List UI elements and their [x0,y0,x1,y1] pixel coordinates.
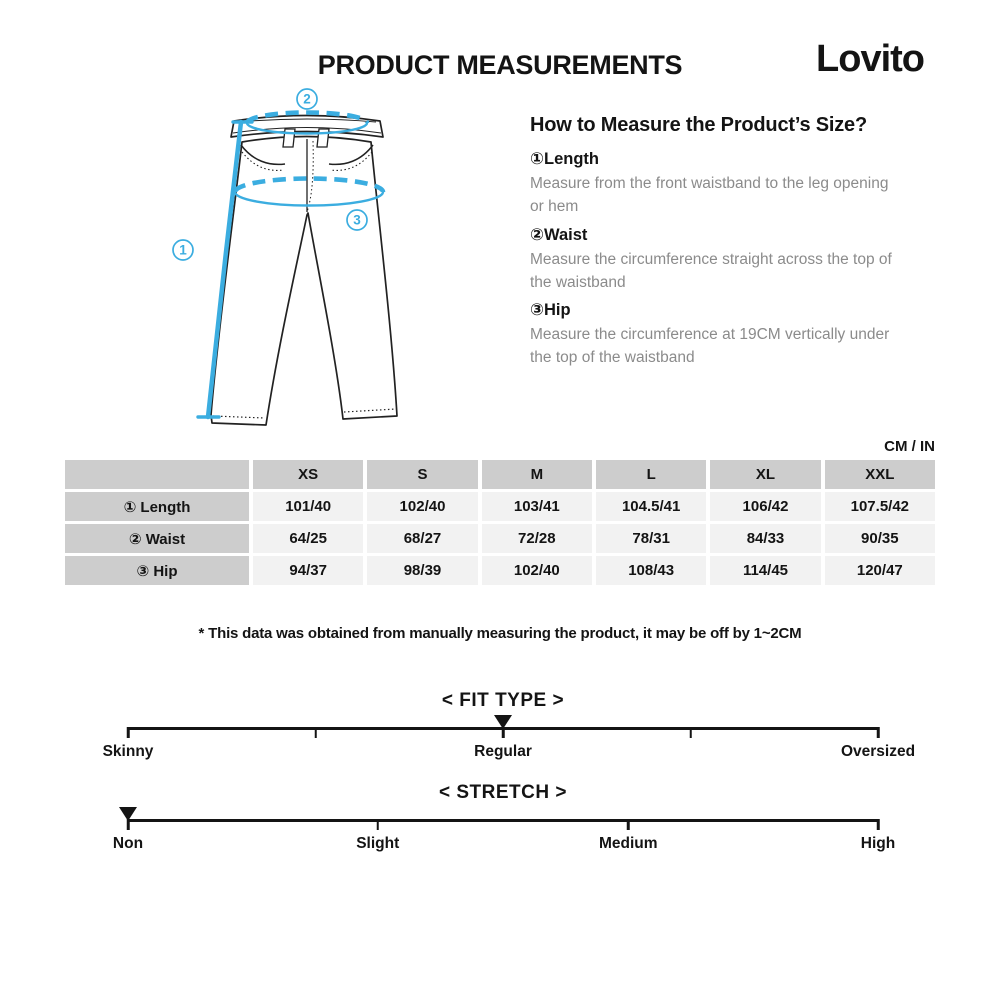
table-value-cell: 102/40 [367,492,477,521]
table-value-cell: 90/35 [825,524,935,553]
stretch-labels [112,835,896,855]
callout-3-number: 3 [353,212,361,228]
scale-tick [689,727,692,738]
scale-tick [877,819,880,830]
table-value-cell: 108/43 [596,556,706,585]
how-to-item-name: Hip [543,301,571,319]
table-row-header: ② Waist [65,524,249,553]
callout-2-number: 2 [303,91,311,107]
table-value-cell: 103/41 [482,492,592,521]
how-to-item-title [530,225,902,245]
fit-type-scale [102,690,916,770]
unit-label: CM / IN [884,438,935,455]
table-value-cell: 106/42 [710,492,820,521]
scale-tick [127,727,130,738]
stretch-title: < STRETCH > [439,782,567,803]
how-to-item-name: Waist [543,225,588,244]
scale-tick [377,819,380,830]
circled-number: ② [530,225,544,244]
table-col-header: M [482,460,592,489]
table-value-cell: 98/39 [367,556,477,585]
fit-type-title: < FIT TYPE > [441,690,565,711]
scale-marker-icon [494,715,512,729]
how-to-item-desc: Measure from the front waistband to the leg opening or hem [530,175,889,216]
fit-type-line [128,727,878,730]
table-value-cell: 114/45 [710,556,820,585]
table-col-header: XS [253,460,363,489]
table-col-header: L [596,460,706,489]
table-corner-cell [65,460,249,489]
stretch-scale [112,782,896,862]
scale-label: High [860,835,896,852]
scale-label: Skinny [102,743,154,760]
how-to-item-desc: Measure the circumference straight across the top of the waistband [530,250,892,291]
how-to-measure-section [530,114,902,372]
callout-1-number: 1 [179,242,187,258]
scale-label: Regular [474,743,532,760]
table-value-cell: 94/37 [253,556,363,585]
table-value-cell: 78/31 [596,524,706,553]
stretch-line [128,819,878,822]
page-title: PRODUCT MEASUREMENTS [317,50,683,80]
table-row-header: ① Length [65,492,249,521]
scale-tick [314,727,317,738]
pants-diagram [145,85,515,450]
measurement-disclaimer: * This data was obtained from manually measuring the product, it may be off by 1~2CM [198,625,802,642]
how-to-item-title [530,149,902,169]
scale-label: Medium [598,835,658,852]
how-to-item-length [530,149,902,219]
circled-number: ① [530,150,544,168]
table-value-cell: 68/27 [367,524,477,553]
table-col-header: S [367,460,477,489]
table-value-cell: 64/25 [253,524,363,553]
belt-loop-right [317,129,329,147]
how-to-item-desc: Measure the circumference at 19CM vertically under the top of the waistband [530,326,890,367]
how-to-item-name: Length [543,150,599,168]
table-value-cell: 120/47 [825,556,935,585]
table-col-header: XL [710,460,820,489]
how-to-heading: How to Measure the Product’s Size? [530,114,867,136]
table-value-cell: 72/28 [482,524,592,553]
scale-label: Slight [356,835,400,852]
table-col-header: XXL [825,460,935,489]
scale-tick [627,819,630,830]
brand-logo: Lovito [816,38,924,80]
size-table [65,460,935,585]
table-row-header: ③ Hip [65,556,249,585]
how-to-item-hip [530,300,902,370]
how-to-item-waist [530,225,902,295]
table-value-cell: 101/40 [253,492,363,521]
how-to-item-title [530,300,902,320]
scale-label: Oversized [840,743,916,760]
table-value-cell: 102/40 [482,556,592,585]
circled-number: ③ [530,301,544,319]
table-value-cell: 107.5/42 [825,492,935,521]
table-value-cell: 84/33 [710,524,820,553]
table-value-cell: 104.5/41 [596,492,706,521]
scale-label: Non [112,835,144,852]
scale-tick [877,727,880,738]
scale-marker-icon [119,807,137,821]
fit-type-labels [102,743,916,763]
